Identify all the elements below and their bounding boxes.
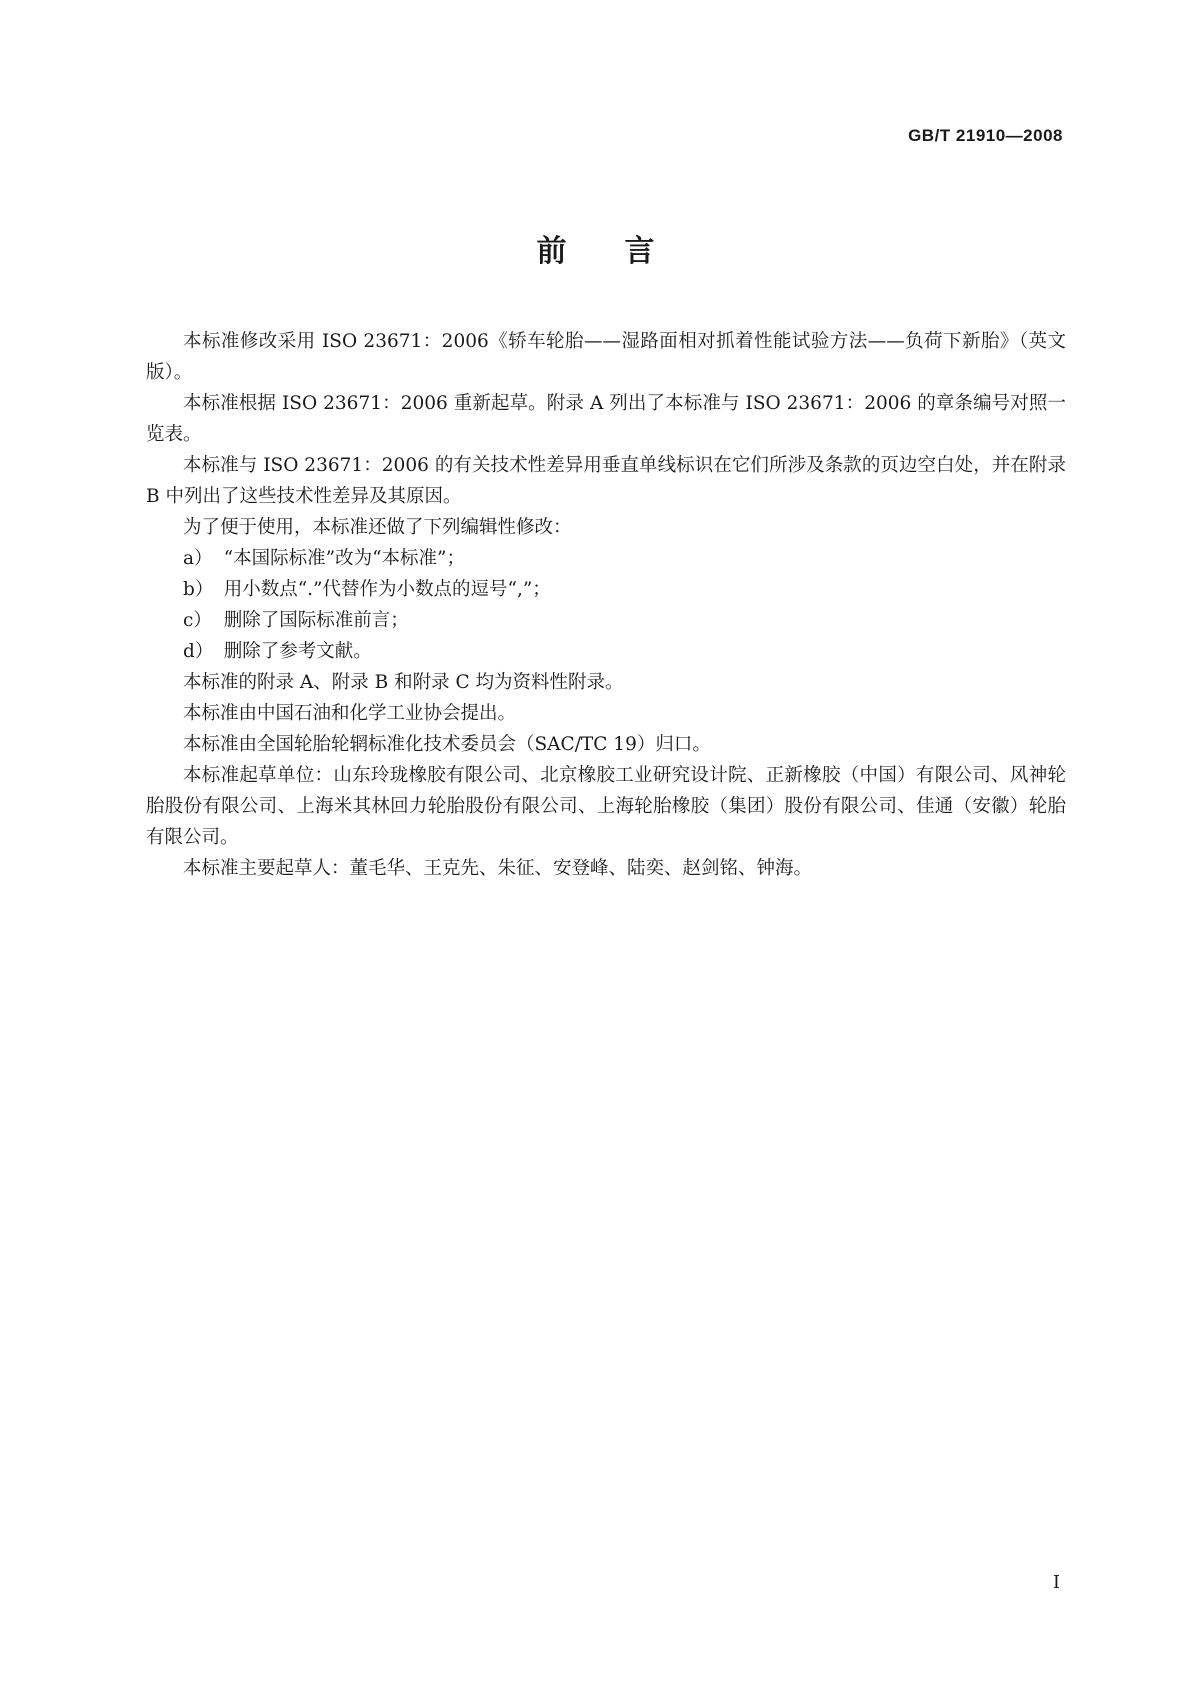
list-item-text: 删除了参考文献。 [223,641,372,662]
paragraph: 本标准由中国石油和化学工业协会提出。 [183,703,517,724]
list-item-label: b） [183,579,214,600]
list-item-text: 删除了国际标准前言； [223,610,409,631]
drafting-units-paragraph: 本标准起草单位：山东玲珑橡胶有限公司、北京橡胶工业研究设计院、正新橡胶（中国）有限公司、风神轮胎股份有限公司、上海米其林回力轮胎股份有限公司、上海轮胎橡胶（集团）股份有限公司、佳通（安徽）轮胎有限公司。 [146,765,1066,848]
paragraph: 本标准由全国轮胎轮辋标准化技术委员会（SAC/TC 19）归口。 [183,734,711,755]
paragraph: 本标准修改采用 ISO 23671：2006《轿车轮胎——湿路面相对抓着性能试验方法——负荷下新胎》（英文版）。 [146,331,1066,383]
page-number: I [1052,1572,1060,1593]
list-item-text: 用小数点“.”代替作为小数点的逗号“,”； [223,579,551,600]
paragraph: 本标准与 ISO 23671：2006 的有关技术性差异用垂直单线标识在它们所涉及条款的页边空白处，并在附录 B 中列出了这些技术性差异及其原因。 [146,455,1066,507]
list-item-label: a） [183,548,213,569]
paragraph: 本标准根据 ISO 23671：2006 重新起草。附录 A 列出了本标准与 ISO 23671：2006 的章条编号对照一览表。 [146,393,1066,445]
list-item-text: “本国际标准”改为“本标准”； [223,548,466,569]
list-item-label: c） [183,610,212,631]
paragraph: 本标准的附录 A、附录 B 和附录 C 均为资料性附录。 [183,672,624,693]
list-item [146,574,1066,605]
list-item [146,543,1066,574]
list-item [146,636,1066,667]
standard-number: GB/T 21910—2008 [908,126,1063,145]
list-item [146,605,1066,636]
paragraph: 为了便于使用，本标准还做了下列编辑性修改： [183,517,572,538]
list-item-label: d） [183,641,214,662]
page-title: 前言 [536,234,713,269]
foreword-body [146,326,1066,884]
drafters-paragraph: 本标准主要起草人：董毛华、王克先、朱征、安登峰、陆奕、赵剑铭、钟海。 [183,858,813,879]
